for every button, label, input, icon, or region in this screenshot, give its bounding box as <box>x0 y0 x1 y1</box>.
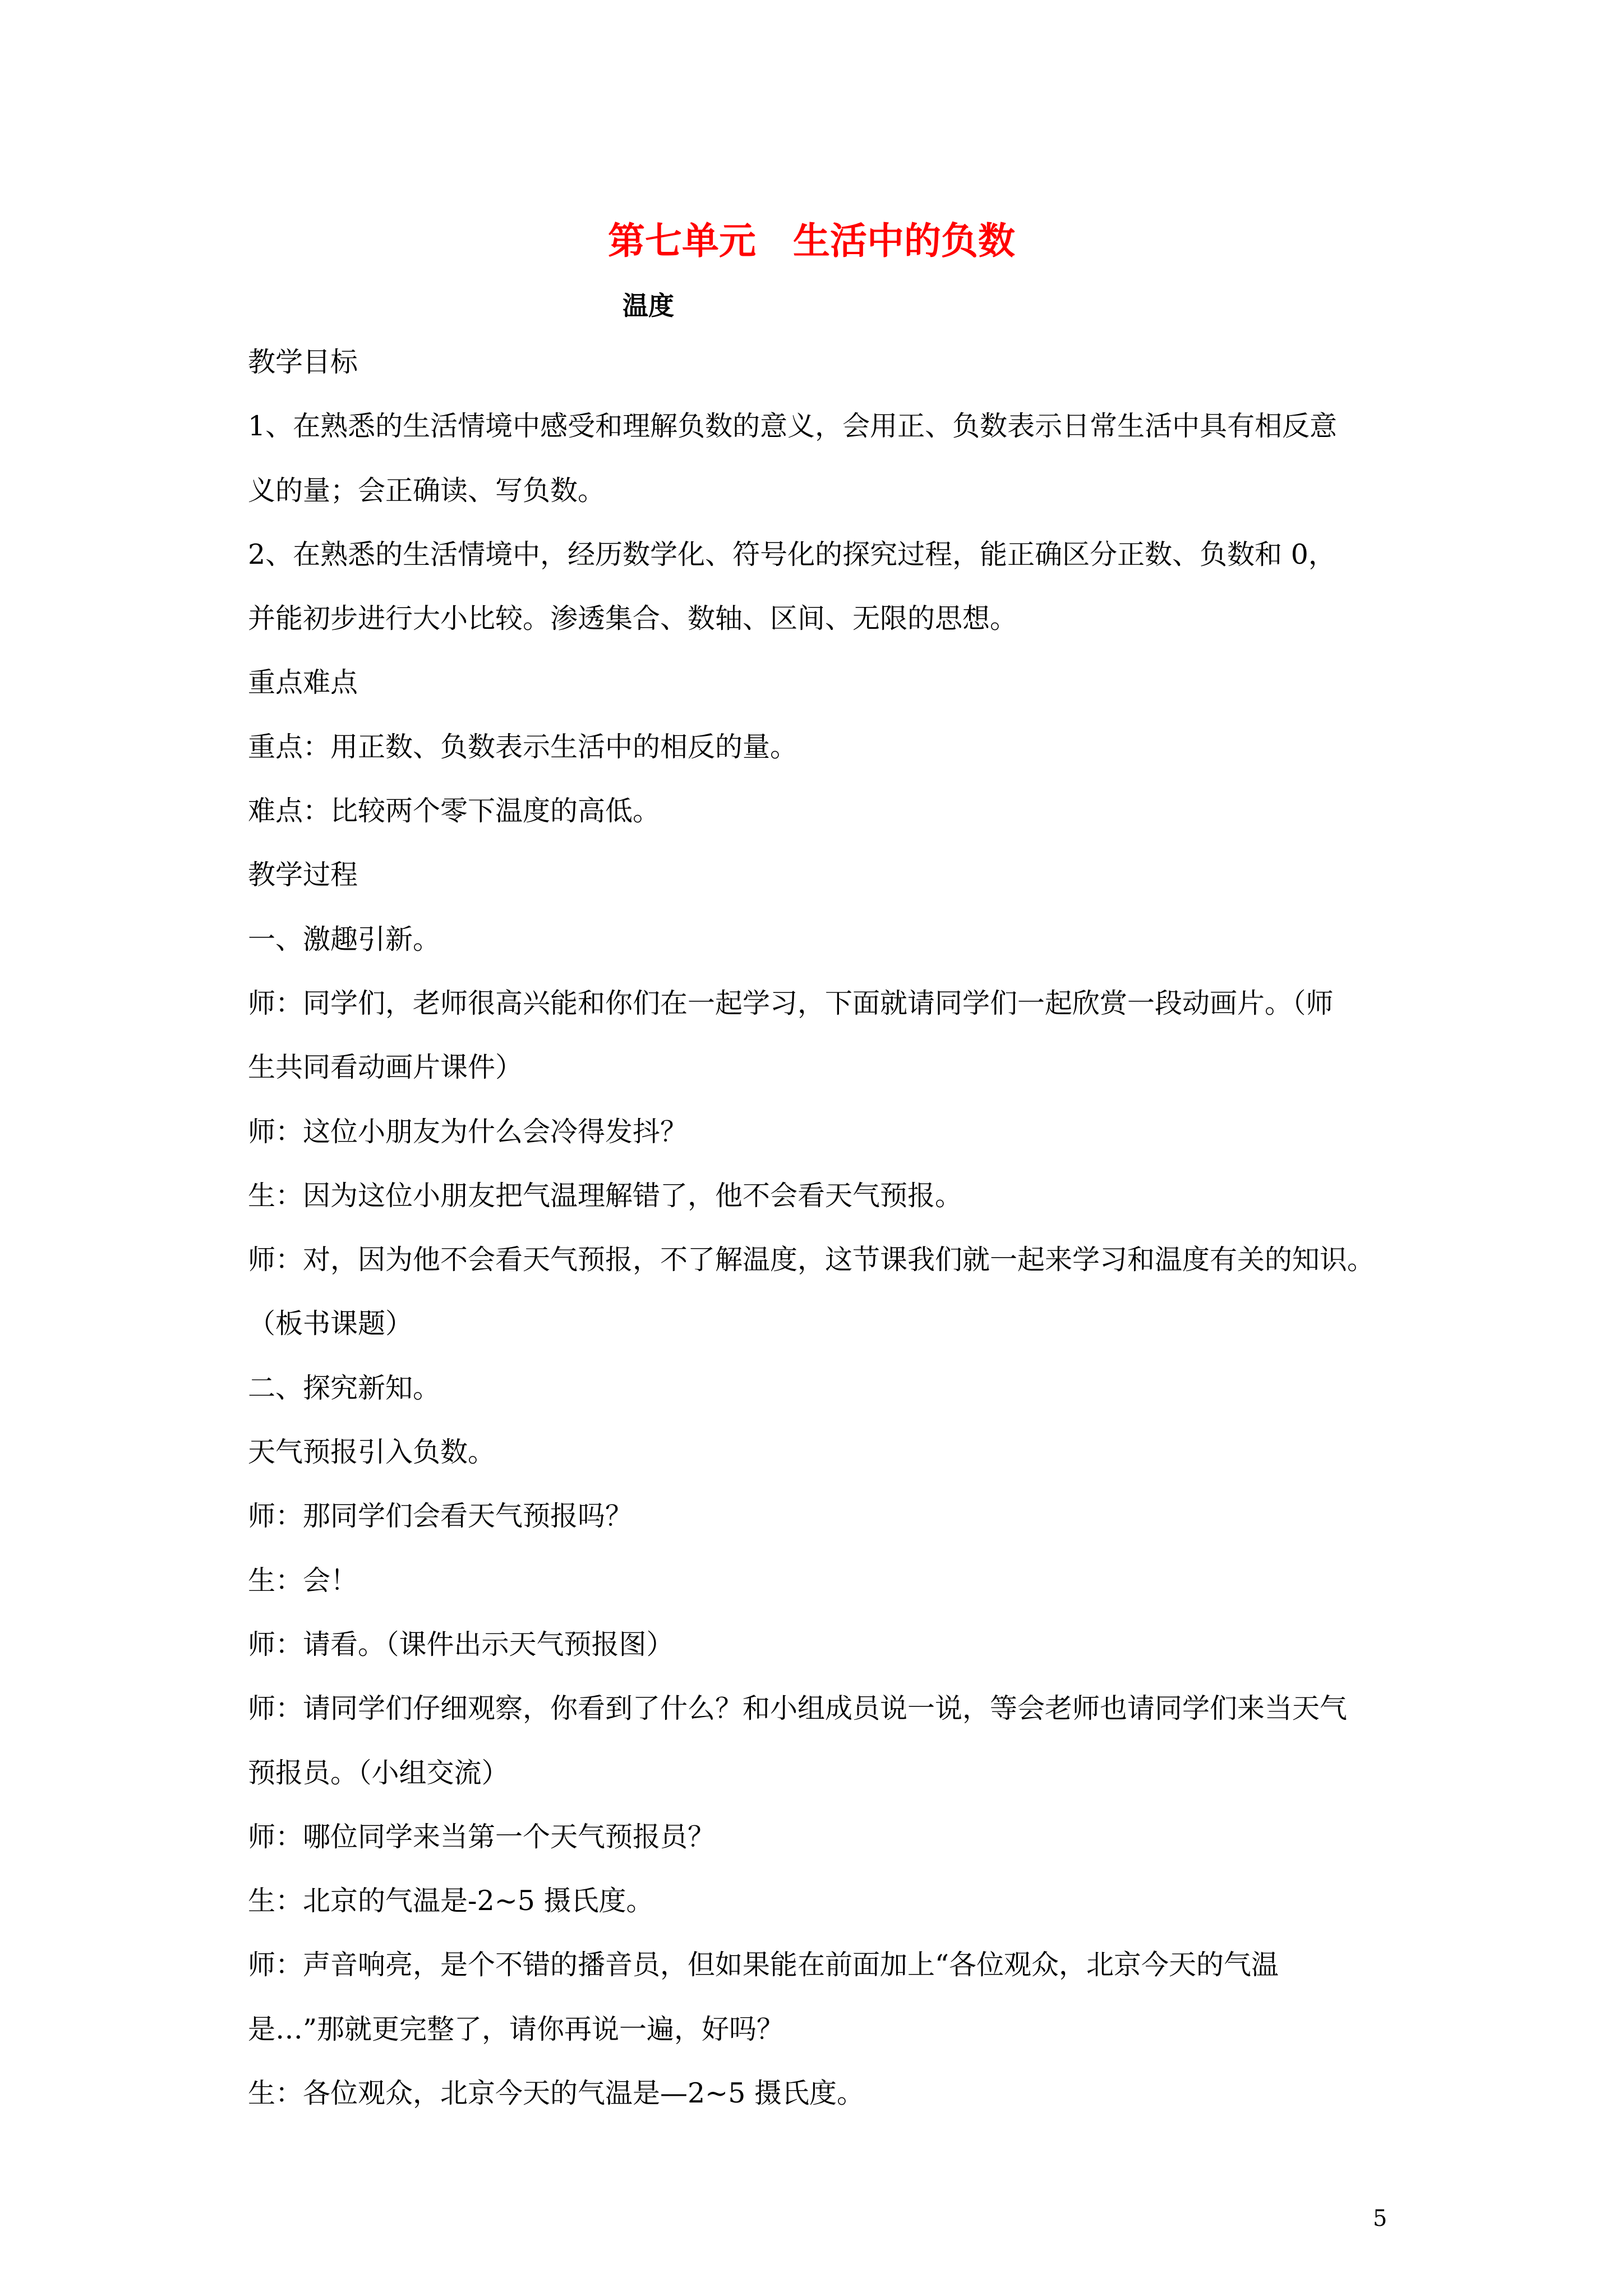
paragraph-line: 师：对，因为他不会看天气预报，不了解温度，这节课我们就一起来学习和温度有关的知识。 <box>248 1244 1375 1276</box>
paragraph-line: 2、在熟悉的生活情境中，经历数学化、符号化的探究过程，能正确区分正数、负数和 0， <box>248 538 1336 570</box>
paragraph-line: 生：各位观众，北京今天的气温是—2~5 摄氏度。 <box>248 2077 864 2110</box>
paragraph-line: （板书课题） <box>248 1308 413 1340</box>
paragraph-line: 1、在熟悉的生活情境中感受和理解负数的意义，会用正、负数表示日常生活中具有相反意 <box>248 410 1338 443</box>
document-body <box>248 335 1381 2131</box>
paragraph-line: 二、探究新知。 <box>248 1372 441 1404</box>
paragraph-line: 师：同学们，老师很高兴能和你们在一起学习，下面就请同学们一起欣赏一段动画片。（师 <box>248 987 1334 1019</box>
paragraph-line: 天气预报引入负数。 <box>248 1436 496 1469</box>
paragraph-line: 生：会！ <box>248 1564 358 1596</box>
heading-key-points: 重点难点 <box>248 666 358 699</box>
section-subtitle: 温度 <box>623 291 674 321</box>
paragraph-line: 生：北京的气温是-2~5 摄氏度。 <box>248 1885 654 1917</box>
paragraph-line: 是…”那就更完整了，请你再说一遍，好吗？ <box>248 2013 785 2045</box>
paragraph-line: 师：这位小朋友为什么会冷得发抖？ <box>248 1115 688 1148</box>
paragraph-line: 一、激趣引新。 <box>248 923 441 955</box>
paragraph-line: 师：声音响亮，是个不错的播音员，但如果能在前面加上“各位观众，北京今天的气温 <box>248 1949 1279 1981</box>
document-title: 第七单元 生活中的负数 <box>608 219 1015 263</box>
paragraph-line: 并能初步进行大小比较。渗透集合、数轴、区间、无限的思想。 <box>248 602 1018 635</box>
page-number: 5 <box>1373 2206 1387 2231</box>
paragraph-line: 预报员。（小组交流） <box>248 1756 509 1789</box>
paragraph-line: 师：请看。（课件出示天气预报图） <box>248 1628 674 1660</box>
paragraph-line: 重点：用正数、负数表示生活中的相反的量。 <box>248 730 798 763</box>
paragraph-line: 难点：比较两个零下温度的高低。 <box>248 795 661 827</box>
paragraph-line: 生：因为这位小朋友把气温理解错了，他不会看天气预报。 <box>248 1179 963 1212</box>
paragraph-line: 师：那同学们会看天气预报吗？ <box>248 1500 633 1533</box>
heading-teaching-goals: 教学目标 <box>248 346 358 378</box>
paragraph-line: 义的量；会正确读、写负数。 <box>248 474 606 507</box>
paragraph-line: 生共同看动画片课件） <box>248 1051 523 1084</box>
paragraph-line: 师：哪位同学来当第一个天气预报员？ <box>248 1820 716 1853</box>
heading-teaching-process: 教学过程 <box>248 859 358 891</box>
paragraph-line: 师：请同学们仔细观察，你看到了什么？和小组成员说一说，等会老师也请同学们来当天气 <box>248 1692 1348 1725</box>
